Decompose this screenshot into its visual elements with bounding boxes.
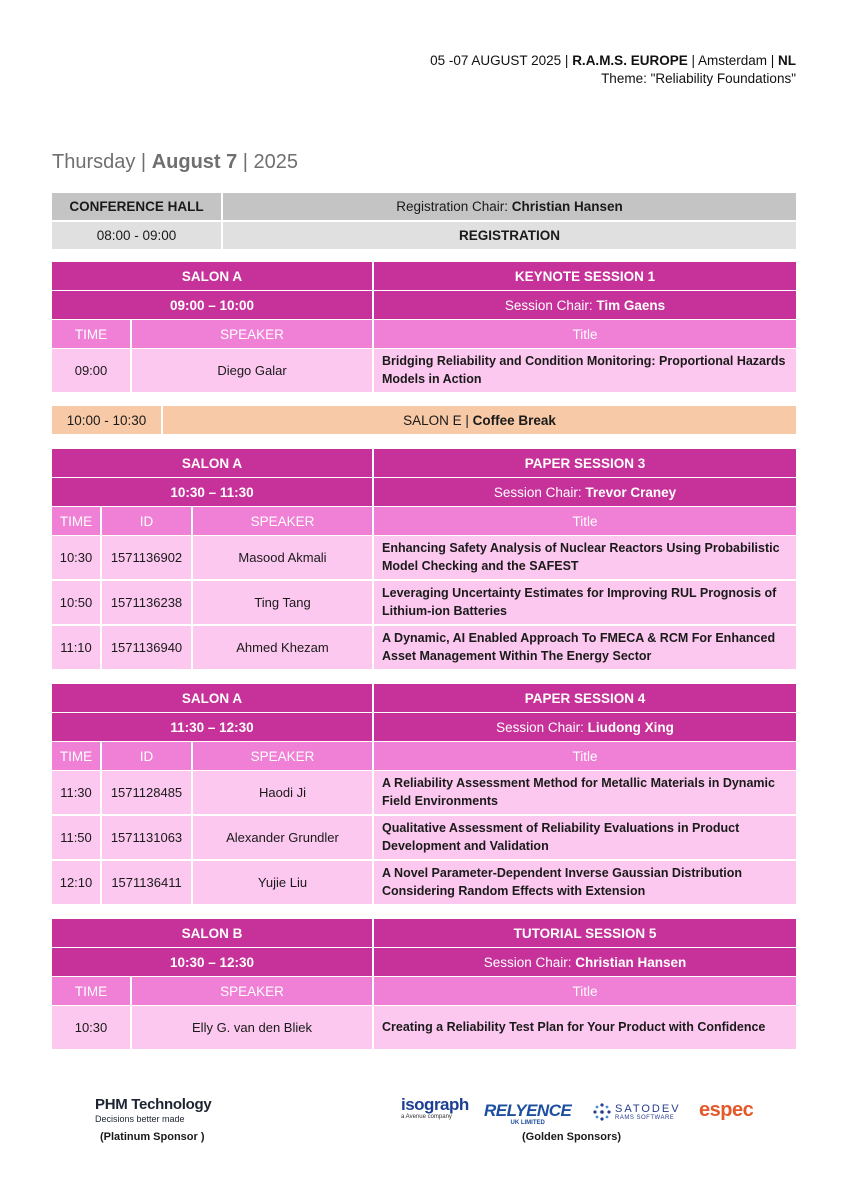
relyence-name: RELYENCE [484, 1101, 572, 1120]
platinum-sponsor-logo [95, 1096, 211, 1124]
registration-label: REGISTRATION [223, 222, 796, 249]
paper4-time: 11:30 – 12:30 [52, 713, 374, 741]
tutorial-chair [374, 948, 796, 976]
keynote-chair-name: Tim Gaens [596, 297, 666, 313]
table-row [52, 861, 796, 904]
event-name: R.A.M.S. EUROPE [572, 53, 688, 68]
coffee-room: SALON E | [403, 412, 469, 428]
keynote-header-row [52, 262, 796, 290]
paper3-chair-row [52, 478, 796, 506]
col-speaker: SPEAKER [193, 507, 374, 535]
platinum-sponsor-tagline: Decisions better made [95, 1114, 185, 1124]
row-speaker: Yujie Liu [193, 861, 374, 904]
col-title: Title [374, 507, 796, 535]
row-speaker: Ting Tang [193, 581, 374, 624]
row-time: 10:30 [52, 536, 102, 579]
row-time: 12:10 [52, 861, 102, 904]
col-speaker: SPEAKER [193, 742, 374, 770]
col-id: ID [102, 507, 193, 535]
table-row [52, 349, 796, 392]
coffee-name: Coffee Break [472, 412, 556, 428]
coffee-break-row [52, 406, 796, 434]
row-id: 1571136940 [102, 626, 193, 669]
platinum-sponsor-name: PHM Technology [95, 1096, 212, 1113]
row-time: 10:30 [52, 1006, 132, 1049]
paper4-chair-label: Session Chair: [496, 719, 584, 735]
col-speaker: SPEAKER [132, 977, 374, 1005]
row-title: A Dynamic, AI Enabled Approach To FMECA & RCM For Enhanced Asset Management Within The Energy Sector [374, 626, 796, 669]
coffee-label [163, 406, 796, 434]
row-id: 1571136238 [102, 581, 193, 624]
registration-location: CONFERENCE HALL [52, 193, 223, 220]
tutorial-session: TUTORIAL SESSION 5 [374, 919, 796, 947]
table-row [52, 1006, 796, 1049]
row-speaker: Haodi Ji [193, 771, 374, 814]
row-title: Qualitative Assessment of Reliability Evaluations in Product Development and Validation [374, 816, 796, 859]
col-time: TIME [52, 742, 102, 770]
col-title: Title [374, 742, 796, 770]
keynote-room: SALON A [52, 262, 374, 290]
espec-logo: espec [699, 1099, 754, 1121]
paper4-session: PAPER SESSION 4 [374, 684, 796, 712]
keynote-columns-row [52, 320, 796, 348]
paper4-columns-row [52, 742, 796, 770]
golden-sponsors-label: (Golden Sponsors) [522, 1131, 621, 1143]
day-date: August 7 [151, 151, 238, 173]
col-title: Title [374, 320, 796, 348]
day-title [52, 151, 298, 174]
paper3-header-row [52, 449, 796, 477]
col-time: TIME [52, 977, 132, 1005]
event-theme: Theme: "Reliability Foundations" [601, 71, 796, 86]
row-title: Creating a Reliability Test Plan for Your Product with Confidence [374, 1006, 796, 1049]
relyence-logo [484, 1101, 571, 1126]
row-title: Leveraging Uncertainty Estimates for Improving RUL Prognosis of Lithium-ion Batteries [374, 581, 796, 624]
paper3-chair [374, 478, 796, 506]
paper4-header-row [52, 684, 796, 712]
row-speaker: Masood Akmali [193, 536, 374, 579]
keynote-chair [374, 291, 796, 319]
tutorial-columns-row [52, 977, 796, 1005]
col-speaker: SPEAKER [132, 320, 374, 348]
isograph-name: isograph [401, 1095, 469, 1114]
keynote-time: 09:00 – 10:00 [52, 291, 374, 319]
registration-time: 08:00 - 09:00 [52, 222, 223, 249]
tutorial-chair-label: Session Chair: [483, 954, 572, 970]
row-id: 1571136902 [102, 536, 193, 579]
event-city: | Amsterdam | [687, 53, 778, 68]
satodev-name: SATODEV [615, 1103, 681, 1115]
row-time: 11:50 [52, 816, 102, 859]
row-id: 1571128485 [102, 771, 193, 814]
row-speaker: Elly G. van den Bliek [132, 1006, 374, 1049]
event-line [430, 52, 796, 70]
paper4-room: SALON A [52, 684, 374, 712]
paper4-chair-row [52, 713, 796, 741]
paper3-chair-name: Trevor Craney [585, 484, 677, 500]
paper3-columns-row [52, 507, 796, 535]
table-row [52, 771, 796, 814]
coffee-time: 10:00 - 10:30 [52, 406, 163, 434]
row-id: 1571131063 [102, 816, 193, 859]
registration-chair-label: Registration Chair: [396, 199, 508, 214]
registration-chair-name: Christian Hansen [511, 199, 623, 214]
paper3-room: SALON A [52, 449, 374, 477]
event-header [430, 52, 796, 88]
row-speaker: Ahmed Khezam [193, 626, 374, 669]
table-row [52, 536, 796, 579]
paper4-chair-name: Liudong Xing [587, 719, 674, 735]
paper3-session: PAPER SESSION 3 [374, 449, 796, 477]
col-time: TIME [52, 320, 132, 348]
keynote-chair-row [52, 291, 796, 319]
row-speaker: Alexander Grundler [193, 816, 374, 859]
row-id: 1571136411 [102, 861, 193, 904]
col-title: Title [374, 977, 796, 1005]
tutorial-chair-row [52, 948, 796, 976]
row-speaker: Diego Galar [132, 349, 374, 392]
paper4-chair [374, 713, 796, 741]
relyence-sub: UK LIMITED [510, 1120, 545, 1126]
table-row [52, 816, 796, 859]
tutorial-time: 10:30 – 12:30 [52, 948, 374, 976]
table-row [52, 626, 796, 669]
day-weekday: Thursday | [52, 151, 152, 173]
row-time: 11:30 [52, 771, 102, 814]
row-time: 09:00 [52, 349, 132, 392]
isograph-sub: a Avenue company [401, 1114, 452, 1120]
tutorial-room: SALON B [52, 919, 374, 947]
satodev-logo [592, 1102, 681, 1122]
event-dates: 05 -07 AUGUST 2025 | [430, 53, 573, 68]
table-row [52, 581, 796, 624]
row-title: A Novel Parameter-Dependent Inverse Gaussian Distribution Considering Random Effects with Extension [374, 861, 796, 904]
row-time: 11:10 [52, 626, 102, 669]
row-title: Enhancing Safety Analysis of Nuclear Reactors Using Probabilistic Model Checking and the SAFEST [374, 536, 796, 579]
tutorial-header-row [52, 919, 796, 947]
row-title: A Reliability Assessment Method for Metallic Materials in Dynamic Field Environments [374, 771, 796, 814]
satodev-mark-icon [592, 1102, 612, 1122]
tutorial-chair-name: Christian Hansen [575, 954, 687, 970]
col-id: ID [102, 742, 193, 770]
isograph-logo [401, 1095, 469, 1120]
paper3-time: 10:30 – 11:30 [52, 478, 374, 506]
row-title: Bridging Reliability and Condition Monitoring: Proportional Hazards Models in Action [374, 349, 796, 392]
keynote-chair-label: Session Chair: [504, 297, 593, 313]
col-time: TIME [52, 507, 102, 535]
row-time: 10:50 [52, 581, 102, 624]
registration-row [52, 222, 796, 249]
satodev-sub: RAMS SOFTWARE [615, 1115, 675, 1121]
paper3-chair-label: Session Chair: [493, 484, 582, 500]
registration-chair [223, 193, 796, 220]
platinum-sponsor-label: (Platinum Sponsor ) [100, 1131, 205, 1143]
day-year: | 2025 [237, 151, 299, 173]
registration-header-row [52, 193, 796, 220]
keynote-session: KEYNOTE SESSION 1 [374, 262, 796, 290]
event-country: NL [778, 53, 796, 68]
